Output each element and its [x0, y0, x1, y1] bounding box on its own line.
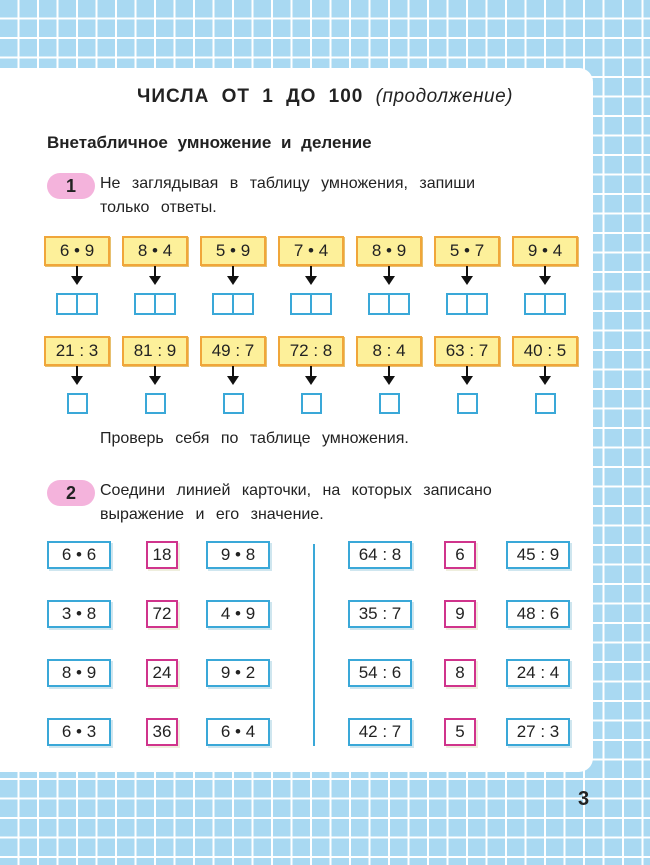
multiplication-card: 5 • 9: [200, 236, 266, 266]
answer-box-two-digit[interactable]: [134, 293, 176, 315]
multiplication-card: 7 • 4: [278, 236, 344, 266]
expression-card[interactable]: 3 • 8: [47, 600, 111, 628]
answer-box-one-digit[interactable]: [535, 393, 556, 414]
answer-box-two-digit[interactable]: [524, 293, 566, 315]
value-card[interactable]: 24: [146, 659, 178, 687]
arrow-down-icon: [466, 266, 468, 283]
exercise-1-check-text: Проверь себя по таблице умножения.: [100, 430, 409, 447]
value-card[interactable]: 8: [444, 659, 476, 687]
expression-card[interactable]: 4 • 9: [206, 600, 270, 628]
arrow-down-icon: [310, 266, 312, 283]
arrow-down-icon: [232, 266, 234, 283]
arrow-down-icon: [310, 366, 312, 383]
expression-card[interactable]: 64 : 8: [348, 541, 412, 569]
answer-box-one-digit[interactable]: [223, 393, 244, 414]
expression-card[interactable]: 8 • 9: [47, 659, 111, 687]
expression-card[interactable]: 27 : 3: [506, 718, 570, 746]
division-card: 8 : 4: [356, 336, 422, 366]
section-heading: Внетабличное умножение и деление: [47, 133, 372, 152]
answer-box-one-digit[interactable]: [145, 393, 166, 414]
answer-box-two-digit[interactable]: [290, 293, 332, 315]
division-card: 49 : 7: [200, 336, 266, 366]
multiplication-card: 9 • 4: [512, 236, 578, 266]
answer-box-one-digit[interactable]: [301, 393, 322, 414]
page-title-main: ЧИСЛА ОТ 1 ДО 100: [136, 86, 364, 107]
multiplication-card: 6 • 9: [44, 236, 110, 266]
answer-box-one-digit[interactable]: [67, 393, 88, 414]
expression-card[interactable]: 54 : 6: [348, 659, 412, 687]
expression-card[interactable]: 45 : 9: [506, 541, 570, 569]
arrow-down-icon: [388, 366, 390, 383]
value-card[interactable]: 6: [444, 541, 476, 569]
value-card[interactable]: 18: [146, 541, 178, 569]
page-title: [0, 86, 650, 108]
value-card[interactable]: 9: [444, 600, 476, 628]
division-card: 81 : 9: [122, 336, 188, 366]
arrow-down-icon: [154, 366, 156, 383]
expression-card[interactable]: 6 • 4: [206, 718, 270, 746]
expression-card[interactable]: 6 • 3: [47, 718, 111, 746]
expression-card[interactable]: 6 • 6: [47, 541, 111, 569]
value-card[interactable]: 5: [444, 718, 476, 746]
answer-box-two-digit[interactable]: [368, 293, 410, 315]
expression-card[interactable]: 9 • 2: [206, 659, 270, 687]
arrow-down-icon: [76, 266, 78, 283]
answer-box-two-digit[interactable]: [56, 293, 98, 315]
page-title-note: (продолжение): [375, 86, 513, 107]
exercise-1-text-1: Не заглядывая в таблицу умножения, запиши: [100, 175, 476, 192]
arrow-down-icon: [76, 366, 78, 383]
exercise-2-text-1: Соедини линией карточки, на которых записано: [100, 482, 492, 499]
answer-box-two-digit[interactable]: [446, 293, 488, 315]
divider-line: [313, 544, 315, 746]
division-card: 21 : 3: [44, 336, 110, 366]
expression-card[interactable]: 48 : 6: [506, 600, 570, 628]
arrow-down-icon: [544, 366, 546, 383]
arrow-down-icon: [388, 266, 390, 283]
multiplication-card: 8 • 9: [356, 236, 422, 266]
exercise-1-badge: 1: [47, 173, 95, 199]
arrow-down-icon: [232, 366, 234, 383]
expression-card[interactable]: 35 : 7: [348, 600, 412, 628]
arrow-down-icon: [466, 366, 468, 383]
arrow-down-icon: [544, 266, 546, 283]
answer-box-one-digit[interactable]: [379, 393, 400, 414]
division-card: 63 : 7: [434, 336, 500, 366]
answer-box-one-digit[interactable]: [457, 393, 478, 414]
division-card: 72 : 8: [278, 336, 344, 366]
value-card[interactable]: 36: [146, 718, 178, 746]
arrow-down-icon: [154, 266, 156, 283]
expression-card[interactable]: 9 • 8: [206, 541, 270, 569]
answer-box-two-digit[interactable]: [212, 293, 254, 315]
value-card[interactable]: 72: [146, 600, 178, 628]
exercise-1-text-2: только ответы.: [100, 199, 217, 216]
expression-card[interactable]: 24 : 4: [506, 659, 570, 687]
expression-card[interactable]: 42 : 7: [348, 718, 412, 746]
multiplication-card: 5 • 7: [434, 236, 500, 266]
exercise-2-text-2: выражение и его значение.: [100, 506, 324, 523]
division-card: 40 : 5: [512, 336, 578, 366]
exercise-2-badge: 2: [47, 480, 95, 506]
multiplication-card: 8 • 4: [122, 236, 188, 266]
page-number: 3: [578, 788, 590, 810]
